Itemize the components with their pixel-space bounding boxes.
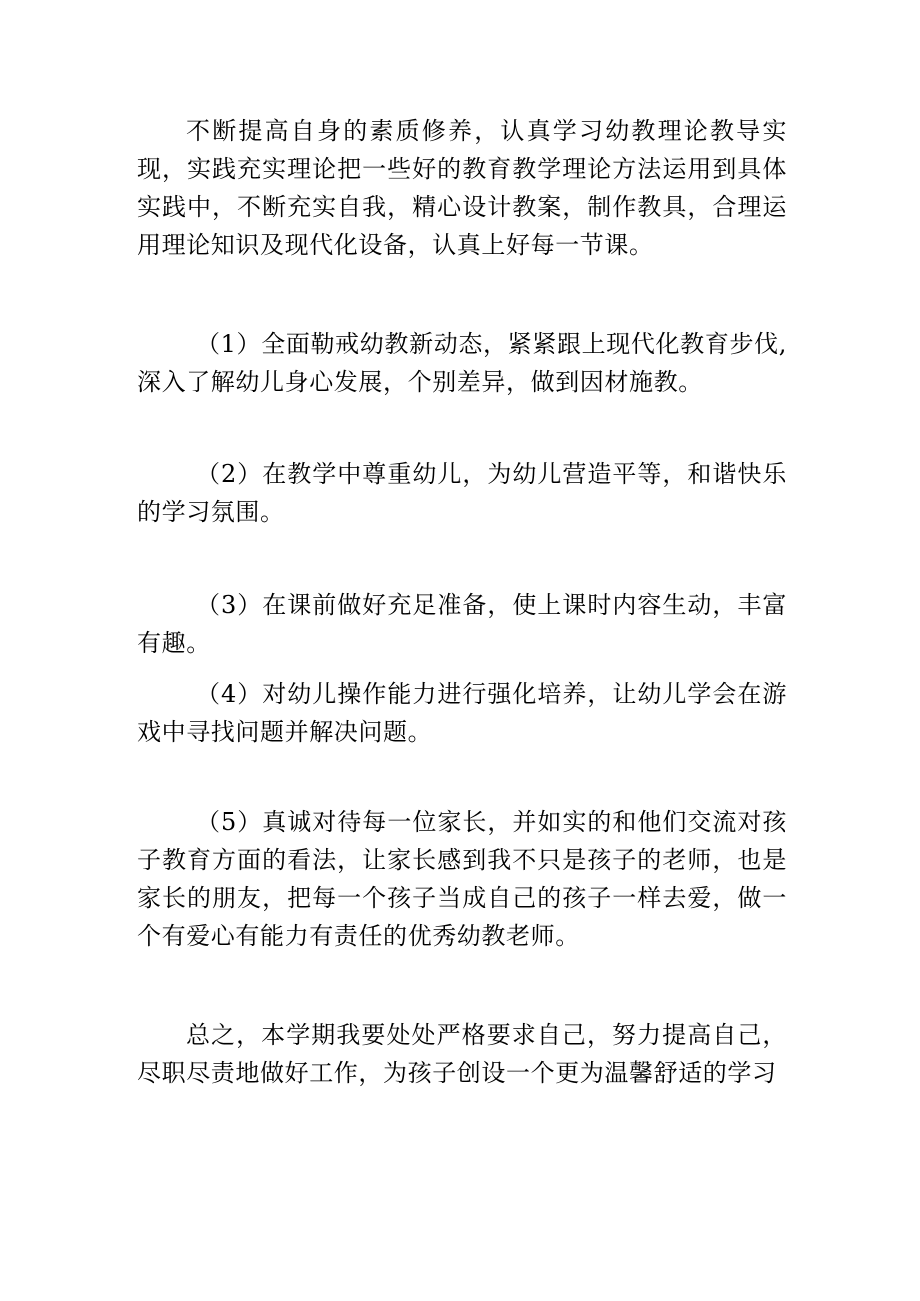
intro-paragraph: 不断提高自身的素质修养，认真学习幼教理论教导实现，实践充实理论把一些好的教育教学理论方法运用到具体实践中，不断充实自我，精心设计教案，制作教具，合理运用理论知识及现代化设备，认真上好每一节课。 [137, 117, 787, 259]
summary-paragraph: 总之，本学期我要处处严格要求自己，努力提高自己，尽职尽责地做好工作，为孩子创设一个更为温馨舒适的学习 [137, 1021, 787, 1087]
item-paragraph-3: （3）在课前做好充足准备，使上课时内容生动，丰富有趣。 [137, 591, 787, 657]
item-paragraph-1: （1）全面勒戒幼教新动态，紧紧跟上现代化教育步伐,深入了解幼儿身心发展，个别差异，做到因材施教。 [137, 330, 787, 396]
item-paragraph-4: （4）对幼儿操作能力进行强化培养，让幼儿学会在游戏中寻找问题并解决问题。 [137, 680, 787, 746]
item-paragraph-2: （2）在教学中尊重幼儿，为幼儿营造平等，和谐快乐的学习氛围。 [137, 460, 787, 526]
item-paragraph-5: （5）真诚对待每一位家长，并如实的和他们交流对孩子教育方面的看法，让家长感到我不只是孩子的老师，也是家长的朋友，把每一个孩子当成自己的孩子一样去爱，做一个有爱心有能力有责任的优秀幼教老师。 [137, 808, 787, 950]
